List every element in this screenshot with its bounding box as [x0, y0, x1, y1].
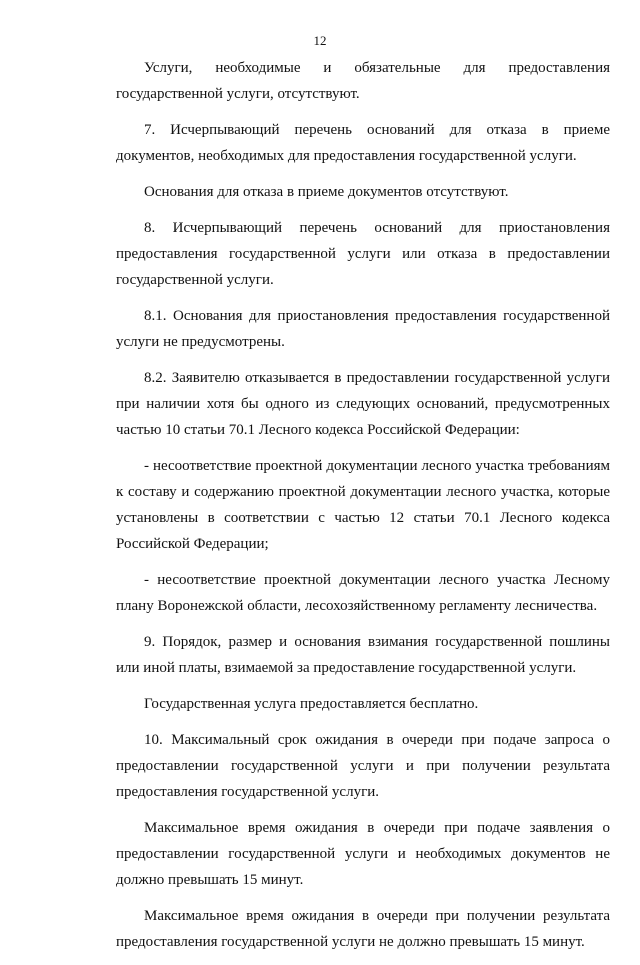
page-number: 12	[313, 33, 327, 48]
list-item-inconsistency-composition: - несоответствие проектной документации лесного участка требованиям к составу и содержанию проектной документации лесного участка, которые установлены в соответствии с частью 12 статьи 70.1 Лесного кодекса Российской Федерации;	[116, 458, 610, 552]
paragraph-section-8-heading: 8. Исчерпывающий перечень оснований для приостановления предоставления государственной услуги или отказа в предоставлении государственной услуги.	[116, 220, 610, 288]
paragraph-services-absent: Услуги, необходимые и обязательные для предоставления государственной услуги, отсутствуют.	[116, 60, 610, 102]
paragraph-section-7-text: Основания для отказа в приеме документов отсутствуют.	[144, 184, 509, 200]
paragraph-wait-time-result: Максимальное время ожидания в очереди при получении результата предоставления государственной услуги не должно превышать 15 минут.	[116, 908, 610, 950]
document-body	[116, 55, 610, 965]
paragraph-section-8-1: 8.1. Основания для приостановления предоставления государственной услуги не предусмотрены.	[116, 308, 610, 350]
paragraph-section-9-text: Государственная услуга предоставляется бесплатно.	[144, 696, 479, 712]
paragraph-section-8-2: 8.2. Заявителю отказывается в предоставлении государственной услуги при наличии хотя бы одного из следующих оснований, предусмотренных частью 10 статьи 70.1 Лесного кодекса Российской Федерации:	[116, 370, 610, 438]
paragraph-section-7-heading: 7. Исчерпывающий перечень оснований для отказа в приеме документов, необходимых для предоставления государственной услуги.	[116, 122, 610, 164]
paragraph-wait-time-submission: Максимальное время ожидания в очереди при подаче заявления о предоставлении государственной услуги и необходимых документов не должно превышать 15 минут.	[116, 820, 610, 888]
list-item-inconsistency-forest-plan: - несоответствие проектной документации лесного участка Лесному плану Воронежской области, лесохозяйственному регламенту лесничества.	[116, 572, 610, 614]
paragraph-section-10-heading: 10. Максимальный срок ожидания в очереди при подаче запроса о предоставлении государственной услуги и при получении результата предоставления государственной услуги.	[116, 732, 610, 800]
paragraph-section-9-heading: 9. Порядок, размер и основания взимания государственной пошлины или иной платы, взимаемой за предоставление государственной услуги.	[116, 634, 610, 676]
